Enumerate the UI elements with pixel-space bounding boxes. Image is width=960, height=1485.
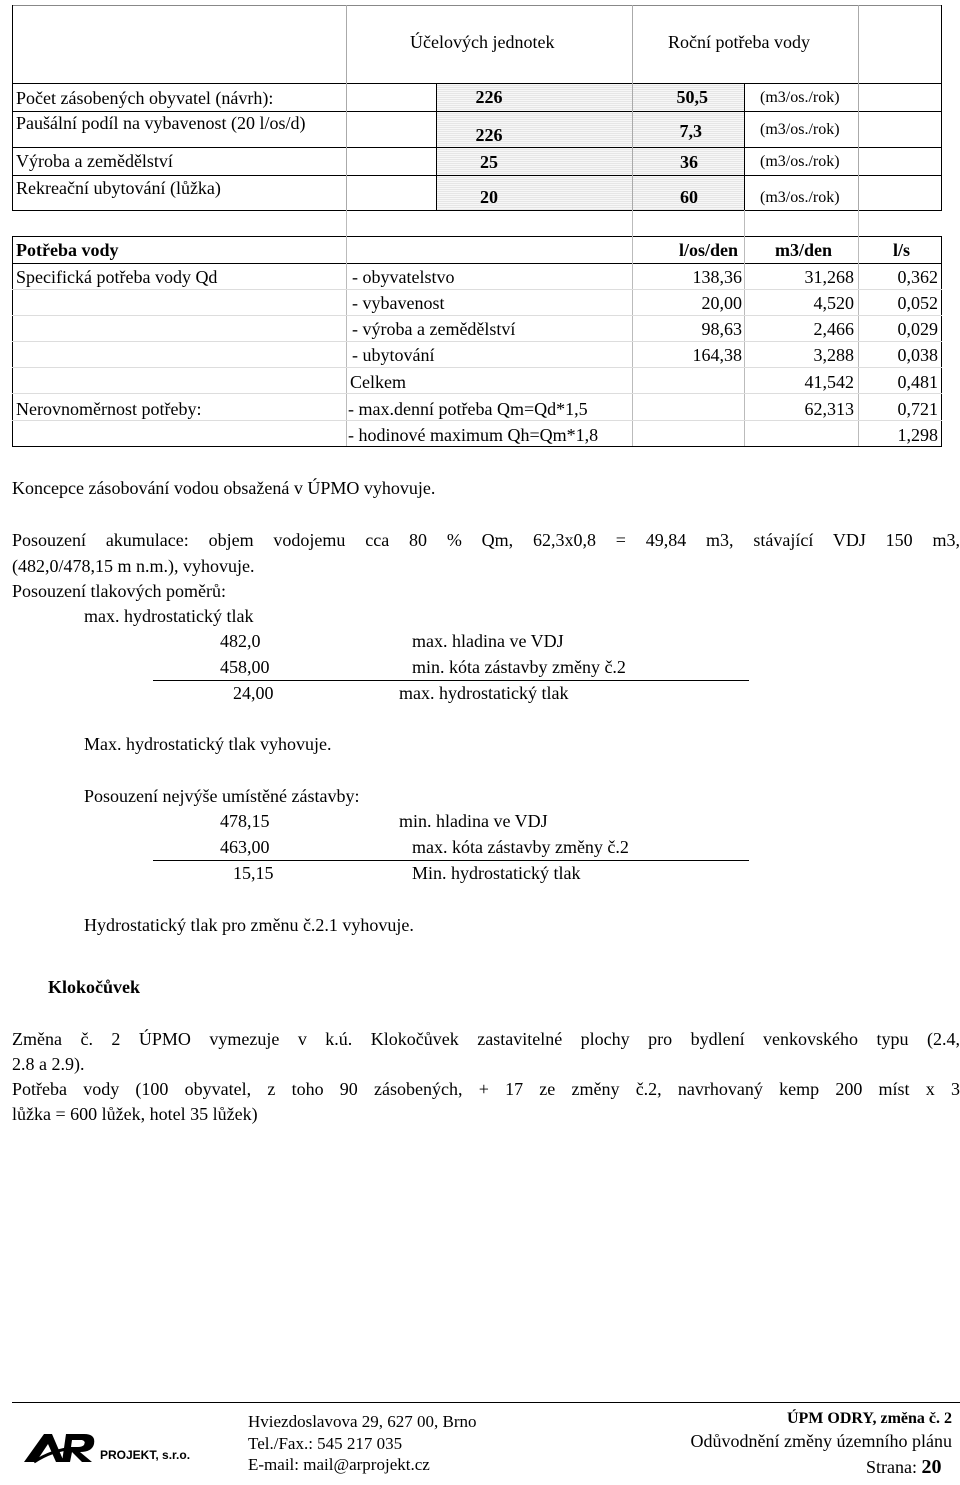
pressure-title: Posouzení tlakových poměrů:: [12, 581, 226, 601]
unit-label: (m3/os./rok): [760, 189, 840, 206]
row-label: Rekreační ubytování (lůžka): [16, 178, 221, 198]
row-item: - ubytování: [352, 345, 435, 365]
cell-l-os-den: 138,36: [692, 267, 742, 287]
accumulation-line-1: Posouzení akumulace: objem vodojemu cca 80 % Qm, 62,3x0,8 = 49,84 m3, stávající VDJ 150 m3,: [12, 530, 960, 550]
table-title: Potřeba vody: [16, 240, 119, 260]
cell-l-s: 0,038: [897, 345, 938, 365]
cell-l-os-den: 20,00: [701, 293, 742, 313]
footer-rule: [12, 1402, 960, 1403]
units-value: 226: [475, 125, 503, 145]
company-phone: Tel./Fax.: 545 217 035: [248, 1434, 403, 1453]
need-value: 7,3: [679, 121, 702, 141]
row-item: Celkem: [350, 372, 406, 392]
column-header: m3/den: [774, 240, 832, 260]
max-pressure-result: Max. hydrostatický tlak vyhovuje.: [84, 734, 332, 754]
calc-divider: [153, 860, 749, 861]
row-item: - vybavenost: [352, 293, 445, 313]
static-pressure-result: Hydrostatický tlak pro změnu č.2.1 vyhovuje.: [84, 915, 414, 935]
cell-l-s: 0,362: [897, 267, 938, 287]
cell-l-os-den: 164,38: [692, 345, 742, 365]
row-label: Počet zásobených obyvatel (návrh):: [16, 88, 274, 108]
need-value: 60: [680, 187, 698, 207]
document-subtitle: Odůvodnění změny územního plánu: [690, 1431, 952, 1451]
calc-value: 478,15: [220, 811, 270, 831]
document-title: ÚPM ODRY, změna č. 2: [786, 1410, 952, 1427]
calc-desc: max. hydrostatický tlak: [399, 683, 569, 703]
cell-l-s: 0,052: [897, 293, 938, 313]
company-email: E-mail: mail@arprojekt.cz: [248, 1455, 430, 1474]
cell-l-s: 0,721: [897, 399, 938, 419]
calc-value: 15,15: [233, 863, 274, 883]
row-item: - obyvatelstvo: [352, 267, 455, 287]
calc-desc: min. kóta zástavby změny č.2: [412, 657, 626, 677]
cell-l-s: 0,481: [897, 372, 938, 392]
cell-m3-den: 3,288: [813, 345, 854, 365]
calc-desc: max. hladina ve VDJ: [412, 631, 564, 651]
column-header: l/os/den: [678, 240, 738, 260]
paragraph-1-line-1: Změna č. 2 ÚPMO vymezuje v k.ú. Klokočůvek zastavitelné plochy pro bydlení venkovského typu (2.4,: [12, 1029, 960, 1049]
units-column-header: Účelových jednotek: [410, 32, 555, 52]
units-value: 20: [480, 187, 498, 207]
units-value: 226: [475, 87, 503, 107]
cell-l-s: 0,029: [897, 319, 938, 339]
highest-building-title: Posouzení nejvýše umístěné zástavby:: [84, 786, 360, 806]
cell-m3-den: 2,466: [813, 319, 854, 339]
unit-label: (m3/os./rok): [760, 153, 840, 170]
section-heading: Klokočůvek: [48, 977, 141, 997]
company-address: Hviezdoslavova 29, 627 00, Brno: [248, 1412, 477, 1431]
cell-m3-den: 41,542: [804, 372, 854, 392]
paragraph-2-line-2: lůžka = 600 lůžek, hotel 35 lůžek): [12, 1104, 258, 1124]
row-label: Specifická potřeba vody Qd: [16, 267, 218, 287]
row-item: - max.denní potřeba Qm=Qd*1,5: [348, 399, 588, 419]
calc-divider: [153, 680, 749, 681]
cell-m3-den: 31,268: [804, 267, 854, 287]
cell-l-os-den: 98,63: [701, 319, 742, 339]
units-value: 25: [480, 152, 498, 172]
calc-value: 463,00: [220, 837, 270, 857]
cell-m3-den: 62,313: [804, 399, 854, 419]
need-value: 50,5: [676, 87, 708, 107]
concept-statement: Koncepce zásobování vodou obsažená v ÚPMO vyhovuje.: [12, 478, 436, 498]
accumulation-line-2: (482,0/478,15 m n.m.), vyhovuje.: [12, 556, 255, 576]
company-logo: [22, 1428, 102, 1464]
need-value: 36: [680, 152, 698, 172]
row-label: Paušální podíl na vybavenost (20 l/os/d): [16, 113, 306, 133]
unit-label: (m3/os./rok): [760, 89, 840, 106]
calc-value: 24,00: [233, 683, 274, 703]
logo-text: PROJEKT, s.r.o.: [100, 1448, 191, 1462]
cell-m3-den: 4,520: [813, 293, 854, 313]
calc-value: 482,0: [220, 631, 261, 651]
paragraph-1-line-2: 2.8 a 2.9).: [12, 1054, 85, 1074]
calc-desc: max. kóta zástavby změny č.2: [412, 837, 629, 857]
ar-logo-icon: [22, 1428, 102, 1464]
row-label: Výroba a zemědělství: [16, 151, 173, 171]
page-indicator: [866, 1456, 942, 1479]
cell-l-s: 1,298: [897, 425, 938, 445]
row-item: - hodinové maximum Qh=Qm*1,8: [348, 425, 599, 445]
page-number: 20: [921, 1456, 942, 1478]
column-header: l/s: [892, 240, 910, 260]
row-label: Nerovnoměrnost potřeby:: [16, 399, 202, 419]
page-label: Strana:: [866, 1457, 917, 1477]
unit-label: (m3/os./rok): [760, 121, 840, 138]
row-item: - výroba a zemědělství: [352, 319, 516, 339]
max-static-label: max. hydrostatický tlak: [84, 606, 254, 626]
need-column-header: Roční potřeba vody: [668, 32, 810, 52]
calc-desc: Min. hydrostatický tlak: [412, 863, 581, 883]
paragraph-2-line-1: Potřeba vody (100 obyvatel, z toho 90 zásobených, + 17 ze změny č.2, navrhovaný kemp 200 míst x 3: [12, 1079, 960, 1099]
calc-desc: min. hladina ve VDJ: [399, 811, 548, 831]
calc-value: 458,00: [220, 657, 270, 677]
